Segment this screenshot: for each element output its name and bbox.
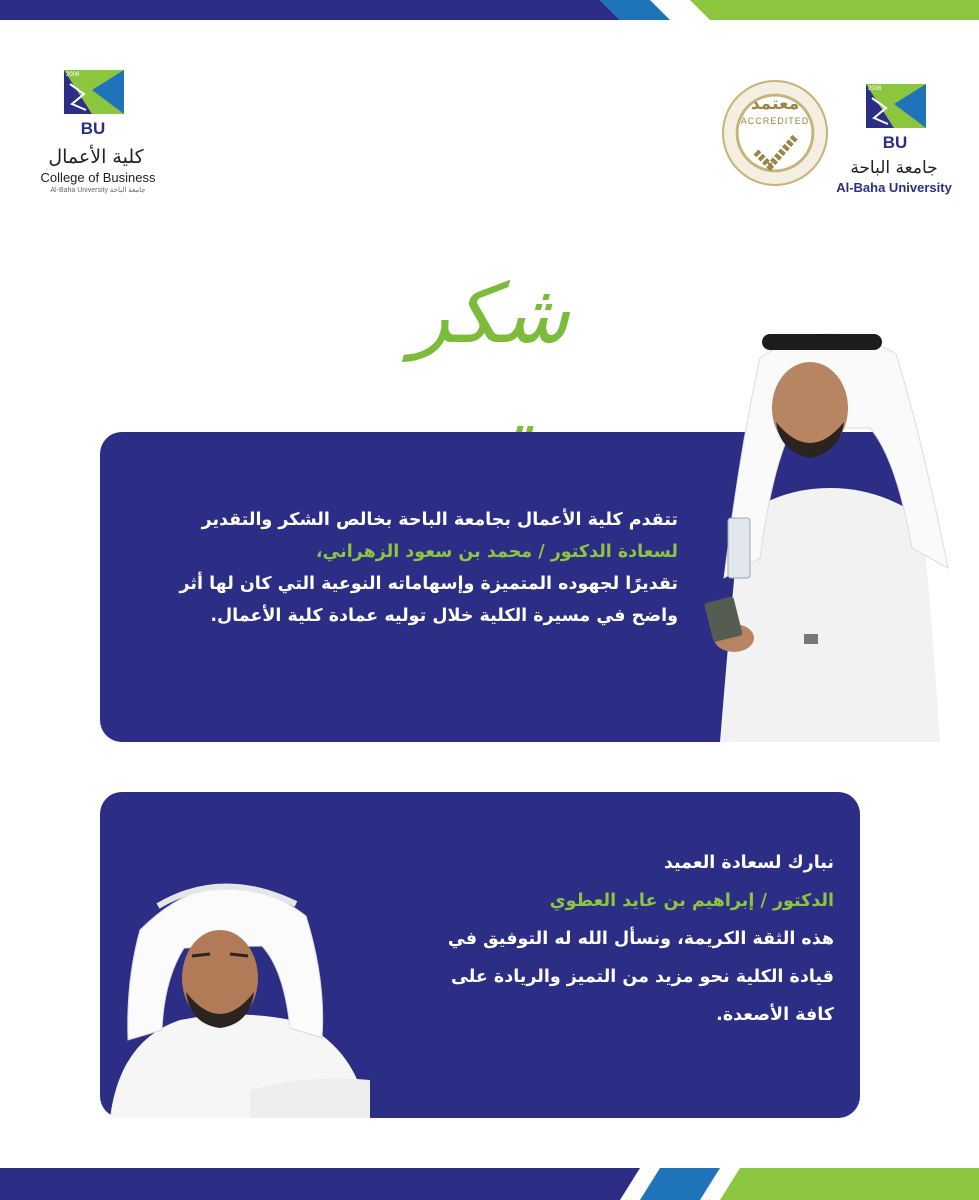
bu-college-logo-icon — [62, 70, 124, 138]
university-name-ar: جامعة الباحة — [850, 158, 938, 178]
seal-label-ar: معتمد — [750, 94, 800, 114]
college-name-ar: كلية الأعمال — [48, 146, 144, 168]
portrait-new-dean — [100, 860, 370, 1118]
svg-text:BU: BU — [882, 133, 908, 152]
congrats-line-1: نبارك لسعادة العميد — [663, 853, 834, 873]
congrats-line-4: قيادة الكلية نحو مزيد من التميز والريادة على — [451, 967, 834, 987]
seal-label-en: ACCREDITED — [740, 116, 810, 126]
congrats-line-2: الدكتور / إبراهيم بن عايد العطوي — [549, 891, 834, 911]
university-name-en: Al-Baha University — [836, 180, 952, 195]
university-logo — [834, 84, 954, 202]
svg-text:2006: 2006 — [66, 72, 80, 78]
thanks-line-2: لسعادة الدكتور / محمد بن سعود الزهراني، — [315, 542, 678, 562]
top-decorative-stripe — [0, 0, 979, 20]
congrats-line-3: هذه الثقة الكريمة، ونسأل الله له التوفيق في — [447, 929, 834, 949]
congrats-text — [354, 844, 834, 1034]
college-name-en: College of Business — [40, 170, 156, 185]
thanks-line-1: تتقدم كلية الأعمال بجامعة الباحة بخالص الشكر والتقدير — [201, 510, 678, 530]
bottom-decorative-stripe — [0, 1168, 979, 1200]
page-title: شكر — [410, 267, 570, 362]
congrats-line-5: كافة الأصعدة. — [716, 1005, 834, 1025]
svg-text:2006: 2006 — [868, 86, 882, 92]
check-icon — [750, 130, 800, 172]
portrait-former-dean — [700, 318, 950, 742]
thanks-line-4: واضح في مسيرة الكلية خلال توليه عمادة كلية الأعمال. — [210, 606, 678, 626]
thanks-text — [118, 504, 678, 632]
svg-text:BU: BU — [80, 119, 106, 138]
college-subname: Al-Baha University جامعة الباحة — [50, 187, 146, 194]
bu-university-logo-icon — [864, 84, 926, 152]
accreditation-seal — [722, 80, 828, 186]
thanks-line-3: تقديرًا لجهوده المتميزة وإسهاماته النوعية التي كان لها أثر — [179, 574, 678, 594]
college-logo — [28, 66, 168, 196]
